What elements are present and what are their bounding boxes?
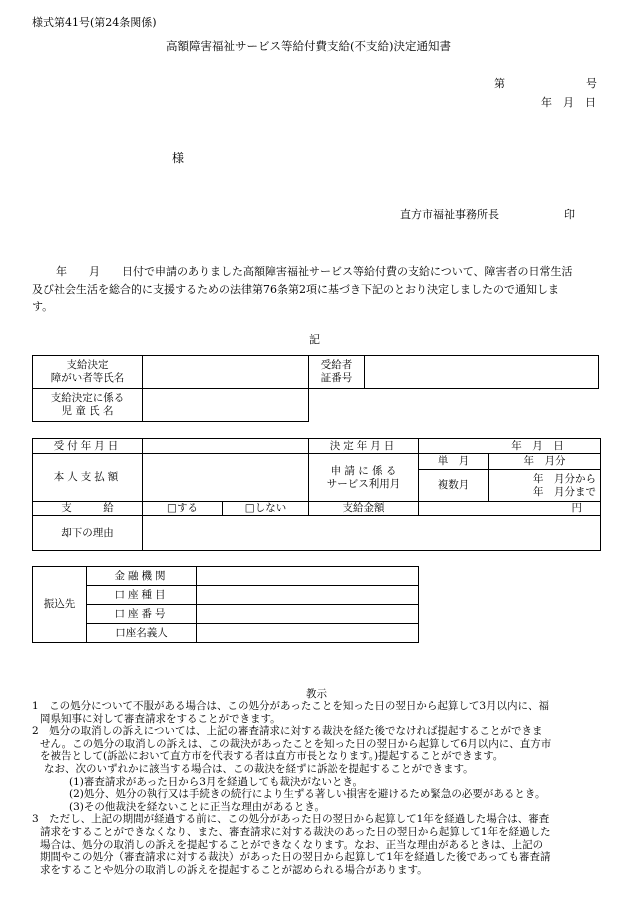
recipient-number-field[interactable] <box>365 356 599 389</box>
single-month-value: 年 月分 <box>489 454 601 470</box>
decision-table <box>32 438 601 551</box>
label-line: サービス利用月 <box>326 477 401 490</box>
form-number: 様式第41号(第24条関係) <box>32 16 157 29</box>
notice-line: (2)処分、処分の執行又は手続きの続行により生ずる著しい損害を避けるため緊急の必要があるとき。 <box>69 788 546 801</box>
decision-date-label: 決定年月日 <box>309 439 419 454</box>
notice-line: (3)その他裁決を経ないことに正当な理由があるとき。 <box>69 800 325 813</box>
notice-line: 岡県知事に対して審査請求をすることができます。 <box>40 712 281 725</box>
notice-line: 3 ただし、上記の期間が経過する前に、この処分があった日の翌日から起算して1年を経過した場合は、審査 <box>32 813 550 826</box>
payment-yes-checkbox[interactable]: □する <box>143 502 223 516</box>
ki-heading: 記 <box>309 333 320 346</box>
child-name-field[interactable] <box>143 389 309 422</box>
account-type-label: 口座種目 <box>87 586 197 605</box>
seal-mark: 印 <box>564 208 575 221</box>
blank-cell <box>365 389 599 422</box>
account-number-label: 口座番号 <box>87 605 197 624</box>
notice-line: (1)審査請求があった日から3月を経過しても裁決がないとき。 <box>69 775 364 788</box>
notice-heading: 教示 <box>306 688 327 700</box>
multi-month-from: 年 月分から <box>533 472 597 485</box>
recipient-table <box>32 355 599 422</box>
child-name-label <box>33 389 143 422</box>
intro-line: 及び社会生活を総合的に支援するための法律第76条第2項に基づき下記のとおり決定しましたので通知しま <box>32 282 559 296</box>
rejection-reason-field[interactable] <box>143 516 601 551</box>
recipient-honorific: 様 <box>172 151 185 165</box>
bank-label: 金融機関 <box>87 567 197 586</box>
payment-label: 支 給 <box>33 502 143 516</box>
decision-date-value: 年 月 日 <box>419 439 601 454</box>
intro-paragraph <box>32 263 604 316</box>
notice-line: 求をすることや処分の取消しの訴えを提起することが認められる場合があります。 <box>40 863 428 876</box>
received-date-label: 受付年月日 <box>33 439 143 454</box>
label-line: 申 請 に 係 る <box>330 464 397 477</box>
rejection-reason-label: 却下の理由 <box>33 516 143 551</box>
notice-line: なお、次のいずれかに該当する場合は、この裁決を経ずに訴訟を提起することができます。 <box>44 762 474 775</box>
notice-line: を被告として(訴訟において直方市を代表する者は直方市長となります。)提起することができます。 <box>40 750 504 763</box>
recipient-name-field[interactable] <box>143 356 309 389</box>
multi-month-value <box>489 470 601 502</box>
service-month-label <box>309 454 419 502</box>
doc-number-suffix: 号 <box>586 77 597 90</box>
label-line: 障がい者等氏名 <box>50 372 125 384</box>
recipient-name-label <box>33 356 143 389</box>
intro-line: す。 <box>32 300 54 313</box>
notice-line: 1 この処分について不服がある場合は、この処分があったことを知った日の翌日から起算して3月以内に、福 <box>32 700 550 712</box>
single-month-label: 単 月 <box>419 454 489 470</box>
self-payment-field[interactable] <box>143 454 309 502</box>
payment-amount-field[interactable]: 円 <box>419 502 601 516</box>
transfer-label: 振込先 <box>33 567 87 643</box>
doc-number-prefix: 第 <box>494 77 505 90</box>
notice-line: 場合は、処分の取消しの訴えを提起することができなくなります。なお、正当な理由があるときは、上記の <box>40 838 544 851</box>
notice-line: 期間やこの処分（審査請求に対する裁決）があった日の翌日から起算して1年を経過した後であっても審査請 <box>40 851 551 864</box>
notice-line: 請求をすることができなくなり、また、審査請求に対する裁決のあった日の翌日から起算して1年を経過した <box>40 825 551 838</box>
payment-amount-label: 支給金額 <box>309 502 419 516</box>
account-holder-field[interactable] <box>197 624 419 643</box>
label-line: 児 童 氏 名 <box>61 405 114 417</box>
received-date-field[interactable] <box>143 439 309 454</box>
label-line: 証番号 <box>320 372 353 384</box>
intro-line: 年 月 日付で申請のありました高額障害福祉サービス等給付費の支給について、障害者の日常生活 <box>56 265 573 278</box>
account-number-field[interactable] <box>197 605 419 624</box>
multi-month-to: 年 月分まで <box>533 485 597 498</box>
notice-line: せん。この処分の取消しの訴えは、この裁決があったことを知った日の翌日から起算して6月以内に、直方市 <box>40 737 552 750</box>
multi-month-label: 複数月 <box>419 470 489 502</box>
account-holder-label: 口座名義人 <box>87 624 197 643</box>
blank-cell <box>309 389 365 422</box>
recipient-number-label <box>309 356 365 389</box>
bank-field[interactable] <box>197 567 419 586</box>
issuer-name: 直方市福祉事務所長 <box>400 208 499 221</box>
payment-no-checkbox[interactable]: □しない <box>223 502 309 516</box>
document-title: 高額障害福祉サービス等給付費支給(不支給)決定通知書 <box>166 39 451 53</box>
label-line: 支給決定 <box>66 359 109 371</box>
notice-line: 2 処分の取消しの訴えについては、上記の審査請求に対する裁決を経た後でなければ提起することができま <box>32 725 543 738</box>
notice-body <box>32 700 604 876</box>
transfer-table <box>32 566 419 643</box>
label-line: 受給者 <box>320 359 353 371</box>
account-type-field[interactable] <box>197 586 419 605</box>
label-line: 支給決定に係る <box>50 392 125 404</box>
self-payment-label: 本人支払額 <box>33 454 143 502</box>
issue-date: 年 月 日 <box>541 96 596 109</box>
